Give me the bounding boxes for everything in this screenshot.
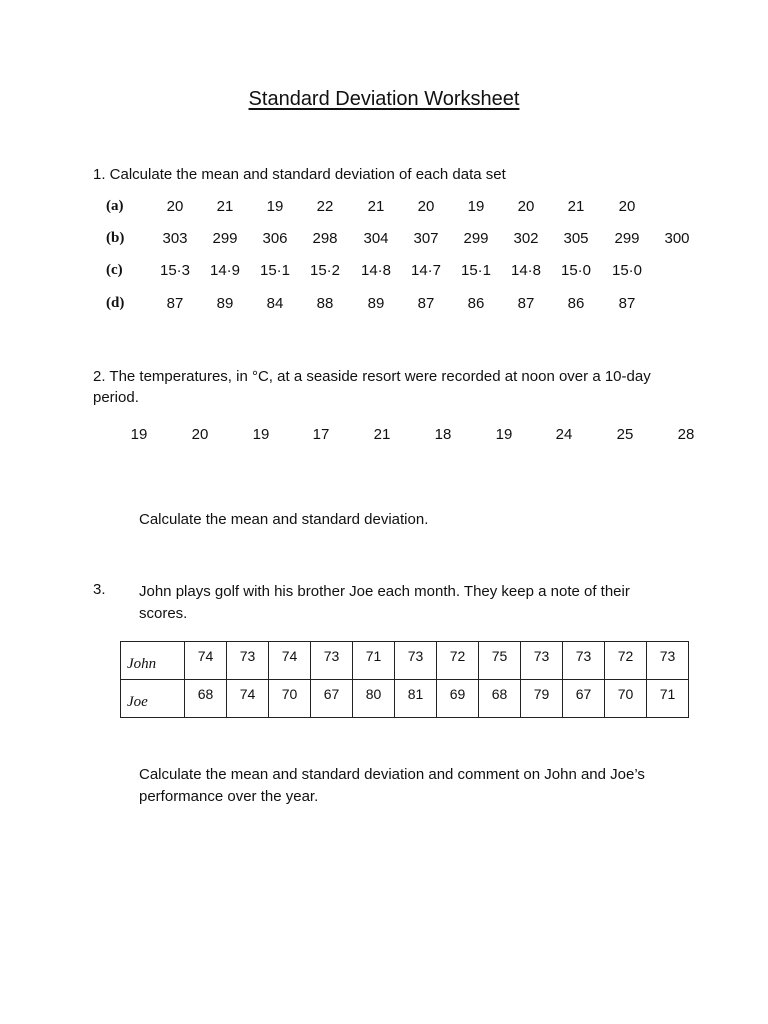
temperature-value: 19: [252, 426, 270, 443]
dataset-value: 298: [312, 230, 338, 247]
dataset-value: 14·9: [209, 262, 241, 279]
score-cell: 80: [353, 680, 395, 718]
question-1-text: 1. Calculate the mean and standard deviation of each data set: [93, 166, 506, 183]
temperature-value: 21: [373, 426, 391, 443]
score-cell: 67: [563, 680, 605, 718]
score-cell: 74: [269, 642, 311, 680]
dataset-value: 89: [216, 295, 234, 312]
dataset-value: 299: [212, 230, 238, 247]
dataset-value: 14·8: [510, 262, 542, 279]
player-name: Joe: [121, 680, 185, 718]
dataset-value: 87: [417, 295, 435, 312]
score-cell: 68: [479, 680, 521, 718]
dataset-value: 21: [567, 198, 585, 215]
dataset-value: 299: [463, 230, 489, 247]
score-cell: 75: [479, 642, 521, 680]
page-title: Standard Deviation Worksheet: [248, 88, 520, 110]
score-cell: 81: [395, 680, 437, 718]
score-cell: 70: [605, 680, 647, 718]
dataset-value: 20: [618, 198, 636, 215]
dataset-value: 304: [363, 230, 389, 247]
score-cell: 73: [227, 642, 269, 680]
dataset-value: 88: [316, 295, 334, 312]
dataset-value: 306: [262, 230, 288, 247]
question-3-instruction: Calculate the mean and standard deviation and comment on John and Joe’s performance over the year.: [139, 766, 645, 805]
dataset-value: 303: [162, 230, 188, 247]
question-2-instruction: Calculate the mean and standard deviation.: [139, 511, 429, 528]
temperature-value: 20: [191, 426, 209, 443]
score-cell: 72: [437, 642, 479, 680]
dataset-value: 307: [413, 230, 439, 247]
table-row: [121, 680, 689, 718]
temperature-value: 18: [434, 426, 452, 443]
dataset-value: 87: [517, 295, 535, 312]
dataset-value: 300: [664, 230, 690, 247]
dataset-value: 89: [367, 295, 385, 312]
score-cell: 73: [521, 642, 563, 680]
dataset-value: 86: [567, 295, 585, 312]
score-cell: 71: [353, 642, 395, 680]
player-name: John: [121, 642, 185, 680]
dataset-value: 86: [467, 295, 485, 312]
score-cell: 73: [395, 642, 437, 680]
dataset-value: 20: [517, 198, 535, 215]
score-cell: 74: [185, 642, 227, 680]
dataset-value: 20: [417, 198, 435, 215]
dataset-value: 19: [467, 198, 485, 215]
dataset-label: (d): [106, 295, 125, 311]
dataset-value: 299: [614, 230, 640, 247]
dataset-value: 87: [618, 295, 636, 312]
score-cell: 70: [269, 680, 311, 718]
dataset-value: 305: [563, 230, 589, 247]
question-3-text: John plays golf with his brother Joe each month. They keep a note of their scores.: [139, 583, 630, 622]
question-2-text: 2. The temperatures, in °C, at a seaside resort were recorded at noon over a 10-day period.: [93, 368, 651, 406]
score-cell: 73: [311, 642, 353, 680]
dataset-row: [0, 230, 768, 250]
dataset-value: 87: [166, 295, 184, 312]
dataset-value: 84: [266, 295, 284, 312]
dataset-value: 20: [166, 198, 184, 215]
score-cell: 73: [647, 642, 689, 680]
dataset-label: (a): [106, 198, 124, 214]
temperature-value: 19: [495, 426, 513, 443]
dataset-value: 15·1: [460, 262, 492, 279]
question-3-number: 3.: [93, 581, 106, 598]
golf-scores-table: [120, 641, 689, 718]
score-cell: 74: [227, 680, 269, 718]
dataset-value: 19: [266, 198, 284, 215]
dataset-value: 15·3: [159, 262, 191, 279]
score-cell: 69: [437, 680, 479, 718]
dataset-value: 15·1: [259, 262, 291, 279]
score-cell: 72: [605, 642, 647, 680]
score-cell: 68: [185, 680, 227, 718]
dataset-label: (c): [106, 262, 123, 278]
temperature-value: 24: [555, 426, 573, 443]
temperature-value: 17: [312, 426, 330, 443]
table-row: [121, 642, 689, 680]
dataset-value: 21: [216, 198, 234, 215]
score-cell: 67: [311, 680, 353, 718]
temperature-value: 19: [130, 426, 148, 443]
dataset-value: 14·8: [360, 262, 392, 279]
dataset-value: 15·0: [560, 262, 592, 279]
dataset-value: 21: [367, 198, 385, 215]
temperature-list: [0, 426, 768, 446]
dataset-value: 15·0: [611, 262, 643, 279]
temperature-value: 25: [616, 426, 634, 443]
dataset-value: 15·2: [309, 262, 341, 279]
dataset-label: (b): [106, 230, 125, 246]
dataset-row: [0, 295, 768, 315]
dataset-value: 302: [513, 230, 539, 247]
score-cell: 71: [647, 680, 689, 718]
dataset-value: 14·7: [410, 262, 442, 279]
dataset-row: [0, 198, 768, 218]
score-cell: 73: [563, 642, 605, 680]
score-cell: 79: [521, 680, 563, 718]
dataset-value: 22: [316, 198, 334, 215]
dataset-row: [0, 262, 768, 282]
temperature-value: 28: [677, 426, 695, 443]
